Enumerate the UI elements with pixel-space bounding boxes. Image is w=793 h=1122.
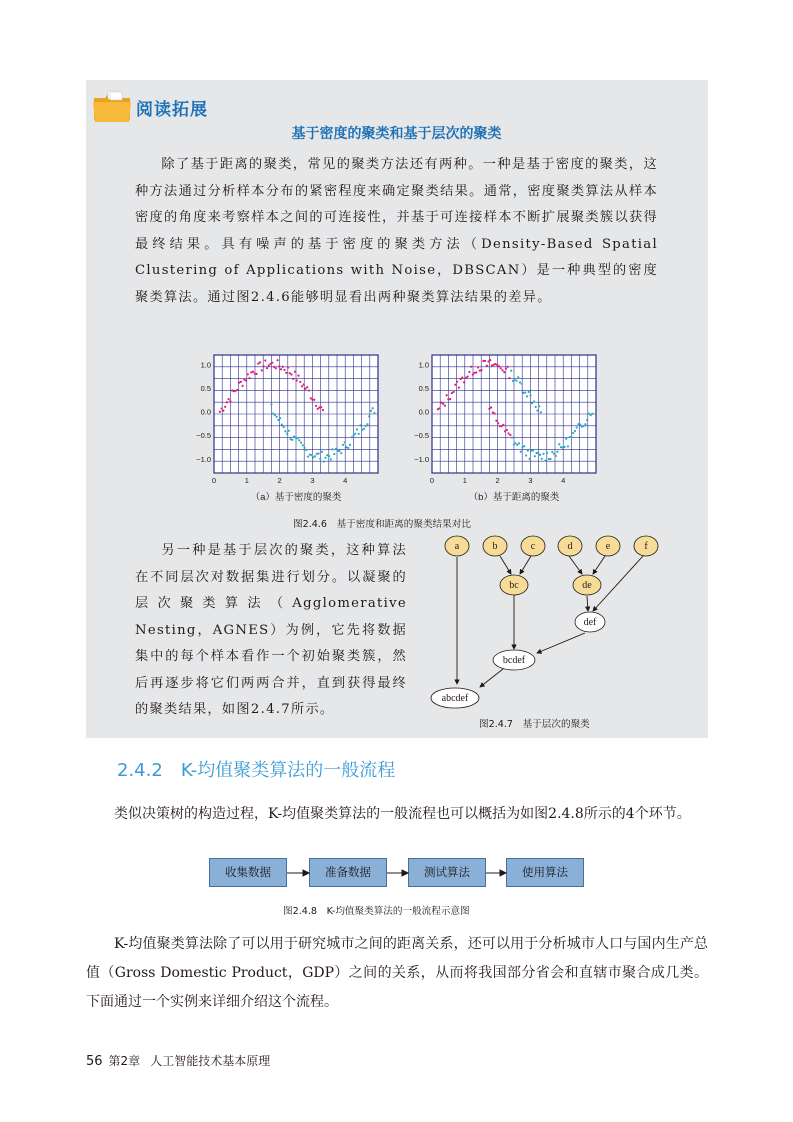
data-point [496,364,498,366]
data-point [226,401,228,403]
data-point [315,405,317,407]
data-point [487,360,489,362]
data-point [236,389,238,391]
data-point [310,454,312,456]
data-point [486,365,488,367]
data-point [276,359,278,361]
data-point [320,406,322,408]
data-point [446,394,448,396]
chapter-label: 第2章 [108,1054,141,1068]
node-f [634,536,658,556]
reading-box-header [92,90,208,124]
data-point [544,460,546,462]
x-tick-label: 1 [244,476,249,485]
data-point [572,432,574,434]
y-tick-label: −1.0 [414,454,429,464]
data-point [525,454,527,456]
body-paragraph-2: K-均值聚类算法除了可以用于研究城市之间的距离关系，还可以用于分析城市人口与国内生产总值（Gross Domestic Product，GDP）之间的关系，从而将我国部分省会和直辖市聚合成几类。下面通过一个实例来详细介绍这个流程。 [86,936,708,1010]
data-point [501,369,503,371]
data-point [317,452,319,454]
data-point [579,424,581,426]
data-point [266,367,268,369]
data-point [466,376,468,378]
data-point [444,405,446,407]
flow-step-use: 使用算法 [506,858,584,887]
data-point [565,438,567,440]
data-point [268,364,270,366]
data-point [508,377,510,379]
data-point [495,420,497,422]
data-point [342,444,344,446]
data-point [333,453,335,455]
reading-paragraph-1: 除了基于距离的聚类，常见的聚类方法还有两种。一种是基于密度的聚类，这种方法通过分析样本分布的紧密程度来确定聚类结果。通常，密度聚类算法从样本密度的角度来考察样本之间的可连接性，并基于可连接样本不断扩展聚类簇以获得最终结果。具有噪声的基于密度的聚类方法（Density-Based Spatial Clustering of Applications with Noise，DBSCAN）是一种典型的密度聚类算法。通过图2.4.6能够明显看出两种聚类算法结果的差异。 [135,157,658,305]
node-bc [500,575,528,595]
node-bcdef [493,650,535,670]
data-point [255,373,257,375]
data-point [528,458,530,460]
svg-text:d: d [567,541,573,552]
x-tick-label: 4 [343,476,348,485]
data-point [488,408,490,410]
data-point [366,423,368,425]
data-point [512,380,514,382]
data-point [468,371,470,373]
distance-clustering-plot [404,351,604,506]
data-point [294,371,296,373]
data-point [328,455,330,457]
node-de [573,575,601,595]
data-point [274,414,276,416]
data-point [463,381,465,383]
data-point [508,432,510,434]
data-point [240,381,242,383]
svg-text:def: def [583,617,597,628]
data-point [291,439,293,441]
data-point [322,409,324,411]
data-point [539,454,541,456]
data-point [304,388,306,390]
data-point [340,452,342,454]
data-point [297,375,299,377]
y-tick-label: −1.0 [196,454,211,464]
data-point [588,413,590,415]
data-point [222,410,224,412]
data-point [301,385,303,387]
data-point [285,372,287,374]
data-point [313,399,315,401]
data-point [338,450,340,452]
data-point [363,428,365,430]
edge-bcdef-abcdef [480,669,503,687]
data-point [498,365,500,367]
data-point [281,424,283,426]
data-point [472,374,474,376]
data-point [510,370,512,372]
data-point [454,384,456,386]
data-point [259,361,261,363]
data-point [506,429,508,431]
data-point [453,391,455,393]
data-point [277,419,279,421]
data-point [456,381,458,383]
data-point [524,392,526,394]
data-point [549,458,551,460]
node-c [521,536,545,556]
data-point [526,395,528,397]
data-point [542,453,544,455]
data-point [310,397,312,399]
data-point [514,442,516,444]
data-point [470,366,472,368]
data-point [583,425,585,427]
data-point [242,385,244,387]
data-point [489,359,491,361]
data-point [300,442,302,444]
x-tick-label: 2 [495,476,500,485]
data-point [303,383,305,385]
data-point [330,458,332,460]
density-clustering-plot [186,351,386,506]
reading-paragraph-2: 另一种是基于层次的聚类，这种算法在不同层次对数据集进行划分。以凝聚的层次聚类算法（Agglomerative Nesting，AGNES）为例，它先将数据集中的每个样本看作一个初始聚类簇，然后再逐步将它们两两合并，直到获得最终的聚类结果，如图2.4.7所示。 [135,543,407,717]
folder-icon [92,90,132,124]
flow-step-test: 测试算法 [408,858,486,887]
data-point [460,378,462,380]
figure-2-4-7-caption: 图2.4.7 基于层次的聚类 [479,719,590,730]
data-point [271,362,273,364]
y-tick-label: 0.0 [200,407,211,417]
data-point [317,408,319,410]
data-point [532,449,534,451]
data-point [556,451,558,453]
chapter-title: 人工智能技术基本原理 [150,1054,271,1068]
data-point [529,394,531,396]
data-point [528,391,530,393]
data-point [584,423,586,425]
data-point [303,447,305,449]
y-tick-label: −0.5 [414,431,429,441]
data-point [574,430,576,432]
data-point [299,381,301,383]
y-tick-label: 0.0 [418,407,429,417]
data-point [344,441,346,443]
data-point [245,379,247,381]
data-point [531,402,533,404]
data-point [477,366,479,368]
data-point [290,373,292,375]
data-point [449,398,451,400]
data-point [505,367,507,369]
edge-c-bc [520,556,531,574]
data-point [323,460,325,462]
flow-step-prepare: 准备数据 [309,858,387,887]
x-tick-label: 0 [429,476,435,485]
data-point [365,425,367,427]
y-tick-label: 1.0 [418,360,429,370]
edge-d-de [569,556,582,574]
data-point [349,444,351,446]
svg-text:bc: bc [509,580,519,591]
data-point [558,443,560,445]
data-point [272,413,274,415]
data-point [540,411,542,413]
data-point [283,426,285,428]
data-point [509,434,511,436]
data-point [373,412,375,414]
data-point [480,369,482,371]
flow-step-collect: 收集数据 [209,858,287,887]
y-tick-label: 0.5 [418,384,429,394]
x-tick-label: 2 [277,476,282,485]
data-point [248,377,250,379]
data-point [296,437,298,439]
y-tick-label: 1.0 [200,360,211,370]
data-point [298,439,300,441]
data-point [302,444,304,446]
data-point [515,380,517,382]
data-point [523,445,525,447]
data-point [221,407,223,409]
x-tick-label: 1 [462,476,467,485]
data-point [359,424,361,426]
data-point [280,368,282,370]
data-point [518,442,520,444]
data-point [356,428,358,430]
page-number: 56 [86,1054,103,1069]
x-tick-label: 4 [561,476,566,485]
data-point [484,360,486,362]
data-point [354,433,356,435]
flow-arrows [287,866,507,880]
data-point [555,455,557,457]
data-point [224,406,226,408]
data-point [520,451,522,453]
data-point [305,449,307,451]
data-point [497,422,499,424]
reading-box-subtitle: 基于密度的聚类和基于层次的聚类 [291,126,502,142]
y-tick-label: 0.5 [200,384,211,394]
data-point [551,451,553,453]
data-point [228,398,230,400]
data-point [288,430,290,432]
data-point [490,406,492,408]
data-point [370,410,372,412]
data-point [262,365,264,367]
data-point [590,414,592,416]
edge-b-bc [500,556,511,574]
node-e [596,536,620,556]
svg-text:f: f [644,541,648,552]
figure-2-4-6-caption: 图2.4.6 基于密度和距离的聚类结果对比 [293,519,471,530]
data-point [319,458,321,460]
svg-text:e: e [605,541,611,552]
node-a [445,536,469,556]
data-point [308,389,310,391]
data-point [275,367,277,369]
data-point [519,381,521,383]
edge-de-def [587,596,588,611]
data-point [527,449,529,451]
data-point [358,433,360,435]
node-b [483,536,507,556]
data-point [321,451,323,453]
svg-text:a: a [454,541,460,552]
x-tick-label: 3 [310,476,315,485]
svg-text:abcdef: abcdef [441,693,469,704]
body-paragraph-1: 类似决策树的构造过程，K-均值聚类算法的一般流程也可以概括为如图2.4.8所示的4个环节。 [114,806,691,822]
data-point [270,403,272,405]
data-point [219,411,221,413]
data-point [314,455,316,457]
data-point [292,378,294,380]
data-point [535,406,537,408]
data-point [372,407,374,409]
data-point [279,417,281,419]
data-point [501,425,503,427]
data-point [516,444,518,446]
edge-e-de [593,556,605,574]
data-point [351,436,353,438]
data-point [586,419,588,421]
data-point [442,403,444,405]
x-tick-label: 0 [211,476,217,485]
data-point [502,424,504,426]
plot-title: （b）基于距离的聚类 [468,492,560,503]
svg-text:b: b [492,541,498,552]
data-point [286,433,288,435]
data-point [347,447,349,449]
data-point [503,371,505,373]
plot-title: （a）基于密度的聚类 [250,492,342,503]
data-point [282,366,284,368]
data-point [296,379,298,381]
data-point [352,434,354,436]
data-point [553,453,555,455]
data-point [276,416,278,418]
y-tick-label: −0.5 [196,431,211,441]
data-point [511,437,513,439]
data-point [324,457,326,459]
svg-text:de: de [582,580,592,591]
svg-text:c: c [530,541,536,552]
data-point [576,426,578,428]
data-point [461,376,463,378]
data-point [287,366,289,368]
data-point [368,415,370,417]
data-point [284,430,286,432]
section-number: 2.4.2 [117,760,163,781]
data-point [563,446,565,448]
data-point [507,366,509,368]
x-tick-label: 3 [528,476,533,485]
data-point [229,400,231,402]
svg-text:bcdef: bcdef [502,655,526,666]
data-point [273,366,275,368]
node-d [558,536,582,556]
section-title: K-均值聚类算法的一般流程 [180,760,396,781]
data-point [538,405,540,407]
data-point [261,369,263,371]
data-point [475,371,477,373]
data-point [536,409,538,411]
data-point [517,376,519,378]
data-point [306,386,308,388]
data-point [591,413,593,415]
data-point [289,372,291,374]
edge-def-bcdef [537,633,585,653]
data-point [458,387,460,389]
data-point [247,373,249,375]
data-point [331,448,333,450]
data-point [546,452,548,454]
data-point [521,383,523,385]
node-def [575,612,605,632]
figure-2-4-8-caption: 图2.4.8 K-均值聚类算法的一般流程示意图 [283,906,470,917]
data-point [534,455,536,457]
data-point [504,430,506,432]
data-point [537,452,539,454]
data-point [252,371,254,373]
section-heading [117,756,395,782]
data-point [541,458,543,460]
reading-box-title: 阅读拓展 [136,99,208,120]
data-point [335,448,337,450]
hierarchical-clustering-tree [425,534,665,714]
page-footer [86,1052,270,1069]
data-point [278,365,280,367]
data-point [570,436,572,438]
data-point [567,445,569,447]
data-point [500,367,502,369]
data-point [533,400,535,402]
node-abcdef [431,688,479,708]
data-point [494,413,496,415]
data-point [307,456,309,458]
data-point [264,359,266,361]
data-point [283,369,285,371]
data-point [439,407,441,409]
